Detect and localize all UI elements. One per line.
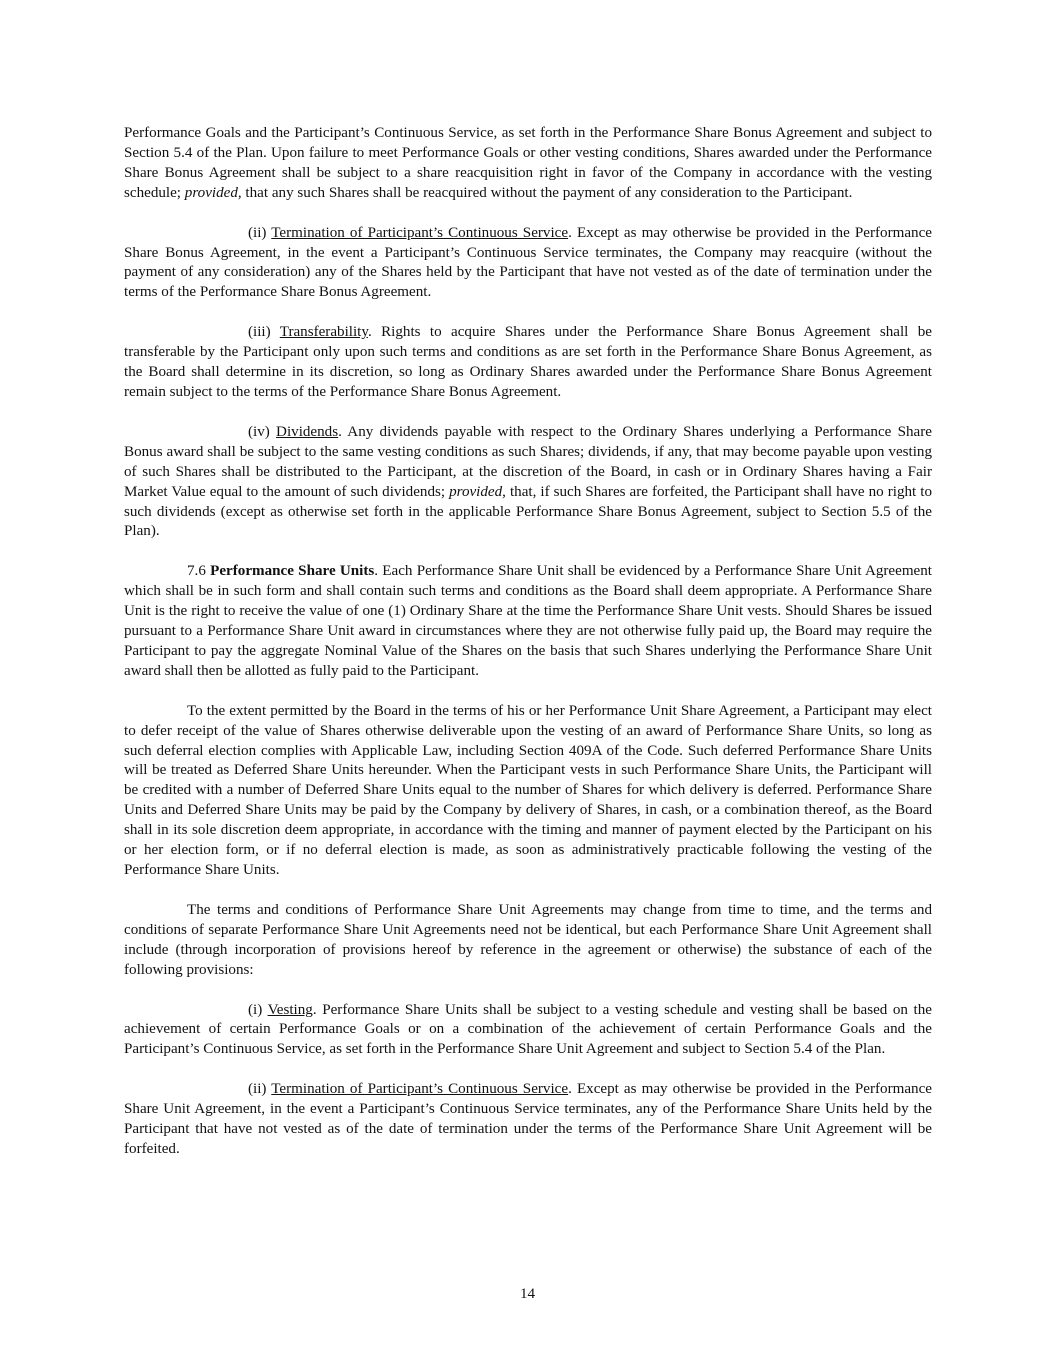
italic-provided: provided: [449, 483, 503, 500]
paragraph-text: Performance Goals and the Participant’s Continuous Service, as set forth in the Performance Share Bonus Agreement and subject to Section 5.4 of the Plan. Upon failure to meet Performance Goals or other vesting conditions, Shares awarded under the Performance Share Bonus Agreement shall be subject to a share reacquisition right in favor of the Company in accordance with the vesting schedule;: [124, 125, 932, 201]
paragraph-text: The terms and conditions of Performance Share Unit Agreements may change from time to time, and the terms and conditions of separate Performance Share Unit Agreements need not be identical, but each Performance Share Unit Agreement shall include (through incorporation of provisions hereof by reference in the agreement or otherwise) the substance of each of the following provisions:: [124, 901, 932, 978]
paragraph-text: . Except as may otherwise be provided in the Performance Share Bonus Agreement, in the event a Participant’s Continuous Service terminates, the Company may reacquire (without the payment of any consideration) any of the Shares held by the Participant that have not vested as of the date of termination under the terms of the Performance Share Bonus Agreement.: [124, 224, 932, 301]
paragraph-deferral: [124, 702, 932, 881]
paragraph-unit-vesting: [124, 1001, 932, 1061]
clause-number: (i): [248, 1001, 268, 1018]
clause-number: (ii): [248, 224, 272, 241]
paragraph-vesting-continued: [124, 124, 932, 204]
clause-heading: Termination of Participant’s Continuous Service: [271, 1081, 569, 1098]
clause-number: (iv): [248, 423, 277, 440]
clause-heading: Termination of Participant’s Continuous Service: [271, 224, 569, 241]
paragraph-text: . Each Performance Share Unit shall be evidenced by a Performance Share Unit Agreement which shall be in such form and shall contain such terms and conditions as the Board shall deem appropriate. A Performance Share Unit is the right to receive the value of one (1) Ordinary Share at the time the Performance Share Unit vests. Should Shares be issued pursuant to a Performance Share Unit award in circumstances where they are not otherwise fully paid up, the Board may require the Participant to pay the aggregate Nominal Value of the Shares on the basis that such Shares underlying the Performance Share Unit award shall then be allotted as fully paid to the Participant.: [124, 563, 932, 679]
clause-heading: Dividends: [276, 423, 339, 440]
page-number: 14: [519, 1286, 536, 1302]
italic-provided: provided: [184, 184, 238, 201]
paragraph-text: , that any such Shares shall be reacquired without the payment of any consideration to the Participant.: [237, 184, 853, 201]
clause-number: (ii): [248, 1081, 272, 1098]
clause-heading: Vesting: [267, 1001, 313, 1018]
section-7-6-performance-share-units: [124, 562, 932, 681]
section-heading: Performance Share Units: [210, 563, 375, 580]
clause-heading: Transferability: [279, 324, 368, 341]
paragraph-dividends: [124, 423, 932, 542]
paragraph-text: . Rights to acquire Shares under the Performance Share Bonus Agreement shall be transferable by the Participant only upon such terms and conditions as are set forth in the Performance Share Bonus Agreement, as the Board shall determine in its discretion, so long as Ordinary Shares awarded under the Performance Share Bonus Agreement remain subject to the terms of the Performance Share Bonus Agreement.: [124, 324, 932, 400]
clause-number: (iii): [248, 324, 280, 341]
section-number: 7.6: [187, 563, 211, 580]
paragraph-termination-bonus: [124, 224, 932, 304]
paragraph-terms-conditions: [124, 901, 932, 981]
paragraph-transferability: [124, 323, 932, 403]
paragraph-termination-unit: [124, 1080, 932, 1160]
paragraph-text: . Performance Share Units shall be subject to a vesting schedule and vesting shall be based on the achievement of certain Performance Goals or on a combination of the achievement of certain Performance Goals and the Participant’s Continuous Service, as set forth in the Performance Share Unit Agreement and subject to Section 5.4 of the Plan.: [124, 1001, 932, 1058]
paragraph-text: To the extent permitted by the Board in the terms of his or her Performance Unit Share Agreement, a Participant may elect to defer receipt of the value of Shares otherwise deliverable upon the vesting of an award of Performance Share Units, so long as such deferral election complies with Applicable Law, including Section 409A of the Code. Such deferred Performance Share Units will be treated as Deferred Share Units hereunder. When the Participant vests in such Performance Share Units, the Participant will be credited with a number of Deferred Share Units equal to the number of Shares for which delivery is deferred. Performance Share Units and Deferred Share Units may be paid by the Company by delivery of Shares, in cash, or a combination thereof, as the Board shall in its sole discretion deem appropriate, in accordance with the timing and manner of payment elected by the Participant on his or her election form, or if no deferral election is made, as soon as administratively practicable following the vesting of the Performance Share Units.: [124, 702, 932, 878]
paragraph-text: . Any dividends payable with respect to the Ordinary Shares underlying a Performance Share Bonus award shall be subject to the same vesting conditions as such Shares; dividends, if any, that may become payable upon vesting of such Shares shall be distributed to the Participant, at the discretion of the Board, in cash or in Ordinary Shares having a Fair Market Value equal to the amount of such dividends;: [124, 423, 932, 500]
document-page: [124, 124, 932, 1180]
paragraph-text: . Except as may otherwise be provided in the Performance Share Unit Agreement, in the event a Participant’s Continuous Service terminates, any of the Performance Share Units held by the Participant that have not vested as of the date of termination under the terms of the Performance Share Unit Agreement will be forfeited.: [124, 1081, 932, 1157]
paragraph-text: , that, if such Shares are forfeited, the Participant shall have no right to such dividends (except as otherwise set forth in the applicable Performance Share Bonus Agreement, subject to Section 5.5 of the Plan).: [124, 483, 932, 540]
